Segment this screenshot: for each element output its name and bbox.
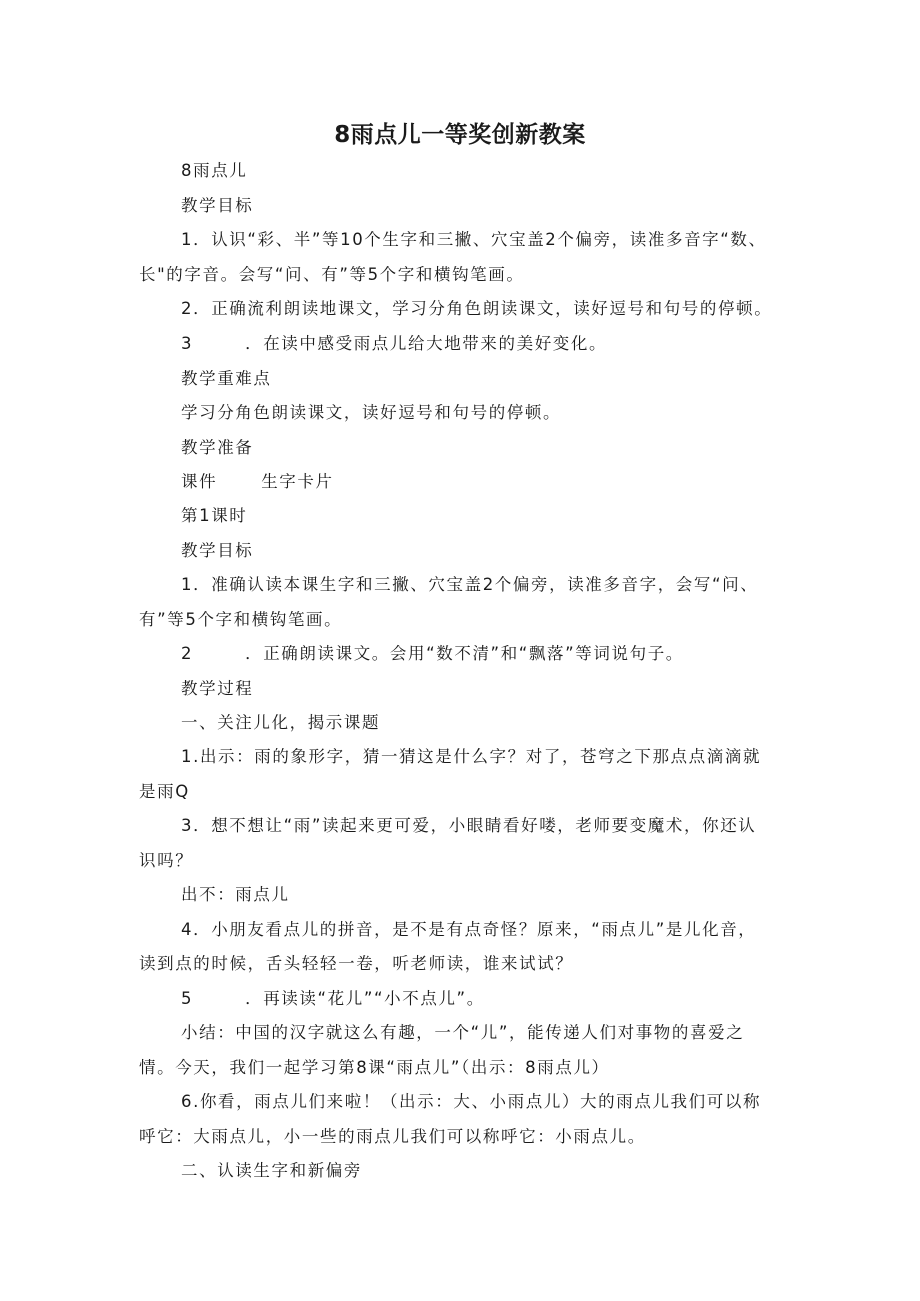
step-5-text: ．再读读“花儿”“小不点儿”。	[245, 989, 485, 1008]
lesson-goal-2-number: 2	[181, 644, 194, 663]
lesson-goal-2	[181, 643, 684, 665]
step-4-line-1: 4．小朋友看点儿的拼音，是不是有点奇怪？原来，“雨点儿”是儿化音，	[181, 920, 757, 939]
lesson-goal-2-text: ．正确朗读课文。会用“数不清”和“飘落”等词说句子。	[245, 644, 684, 663]
prep-heading: 教学准备	[181, 438, 254, 457]
step-1-line-2: 是雨Q	[139, 782, 190, 801]
key-points-text: 学习分角色朗读课文，读好逗号和句号的停顿。	[181, 403, 562, 422]
step-4-line-2: 读到点的时候，舌头轻轻一卷，听老师读，谁来试试？	[139, 954, 574, 973]
step-5-number: 5	[181, 989, 194, 1008]
show-text: 出不：雨点儿	[181, 885, 290, 904]
lesson-1-heading: 第1课时	[181, 506, 248, 525]
goal-2: 2．正确流利朗读地课文，学习分角色朗读课文，读好逗号和句号的停顿。	[181, 299, 773, 318]
goal-1-line-1: 1．认识“彩、半”等10个生字和三撇、穴宝盖2个偏旁，读准多音字“数、	[181, 230, 767, 249]
step-6-line-2: 呼它：大雨点儿，小一些的雨点儿我们可以称呼它：小雨点儿。	[139, 1127, 646, 1146]
goal-1-line-2: 长"的字音。会写“问、有”等5个字和横钩笔画。	[139, 265, 525, 284]
step-6-line-1: 6.你看，雨点儿们来啦！（出示：大、小雨点儿）大的雨点儿我们可以称	[181, 1092, 762, 1111]
goal-3-number: 3	[181, 334, 194, 353]
summary-line-2: 情。今天，我们一起学习第8课“雨点儿”（出示：8雨点儿）	[139, 1058, 610, 1077]
prep-item-courseware: 课件	[181, 472, 218, 491]
section-2-heading: 二、认读生字和新偏旁	[181, 1161, 362, 1180]
prep-items	[181, 471, 334, 493]
lesson-goals-heading: 教学目标	[181, 541, 254, 560]
lesson-goal-1-line-1: 1．准确认读本课生字和三撇、穴宝盖2个偏旁，读准多音字，会写“问、	[181, 575, 759, 594]
step-1-line-1: 1.出示：雨的象形字，猜一猜这是什么字？对了，苍穹之下那点点滴滴就	[181, 747, 762, 766]
lesson-subtitle: 8雨点儿	[181, 161, 248, 180]
document-title: 8雨点儿一等奖创新教案	[334, 122, 586, 148]
step-3-line-1: 3．想不想让“雨”读起来更可爱，小眼睛看好喽，老师要变魔术，你还认	[181, 816, 757, 835]
goal-3	[181, 333, 607, 355]
goal-3-text: ．在读中感受雨点儿给大地带来的美好变化。	[245, 334, 608, 353]
lesson-goal-1-line-2: 有”等5个字和横钩笔画。	[139, 610, 343, 629]
summary-line-1: 小结：中国的汉字就这么有趣，一个“儿”，能传递人们对事物的喜爱之	[181, 1023, 745, 1042]
section-1-heading: 一、关注儿化，揭示课题	[181, 713, 381, 732]
process-heading: 教学过程	[181, 679, 254, 698]
step-5	[181, 988, 485, 1010]
key-points-heading: 教学重难点	[181, 369, 272, 388]
prep-item-cards: 生字卡片	[261, 472, 334, 491]
goals-heading: 教学目标	[181, 196, 254, 215]
step-3-line-2: 识吗？	[139, 851, 194, 870]
